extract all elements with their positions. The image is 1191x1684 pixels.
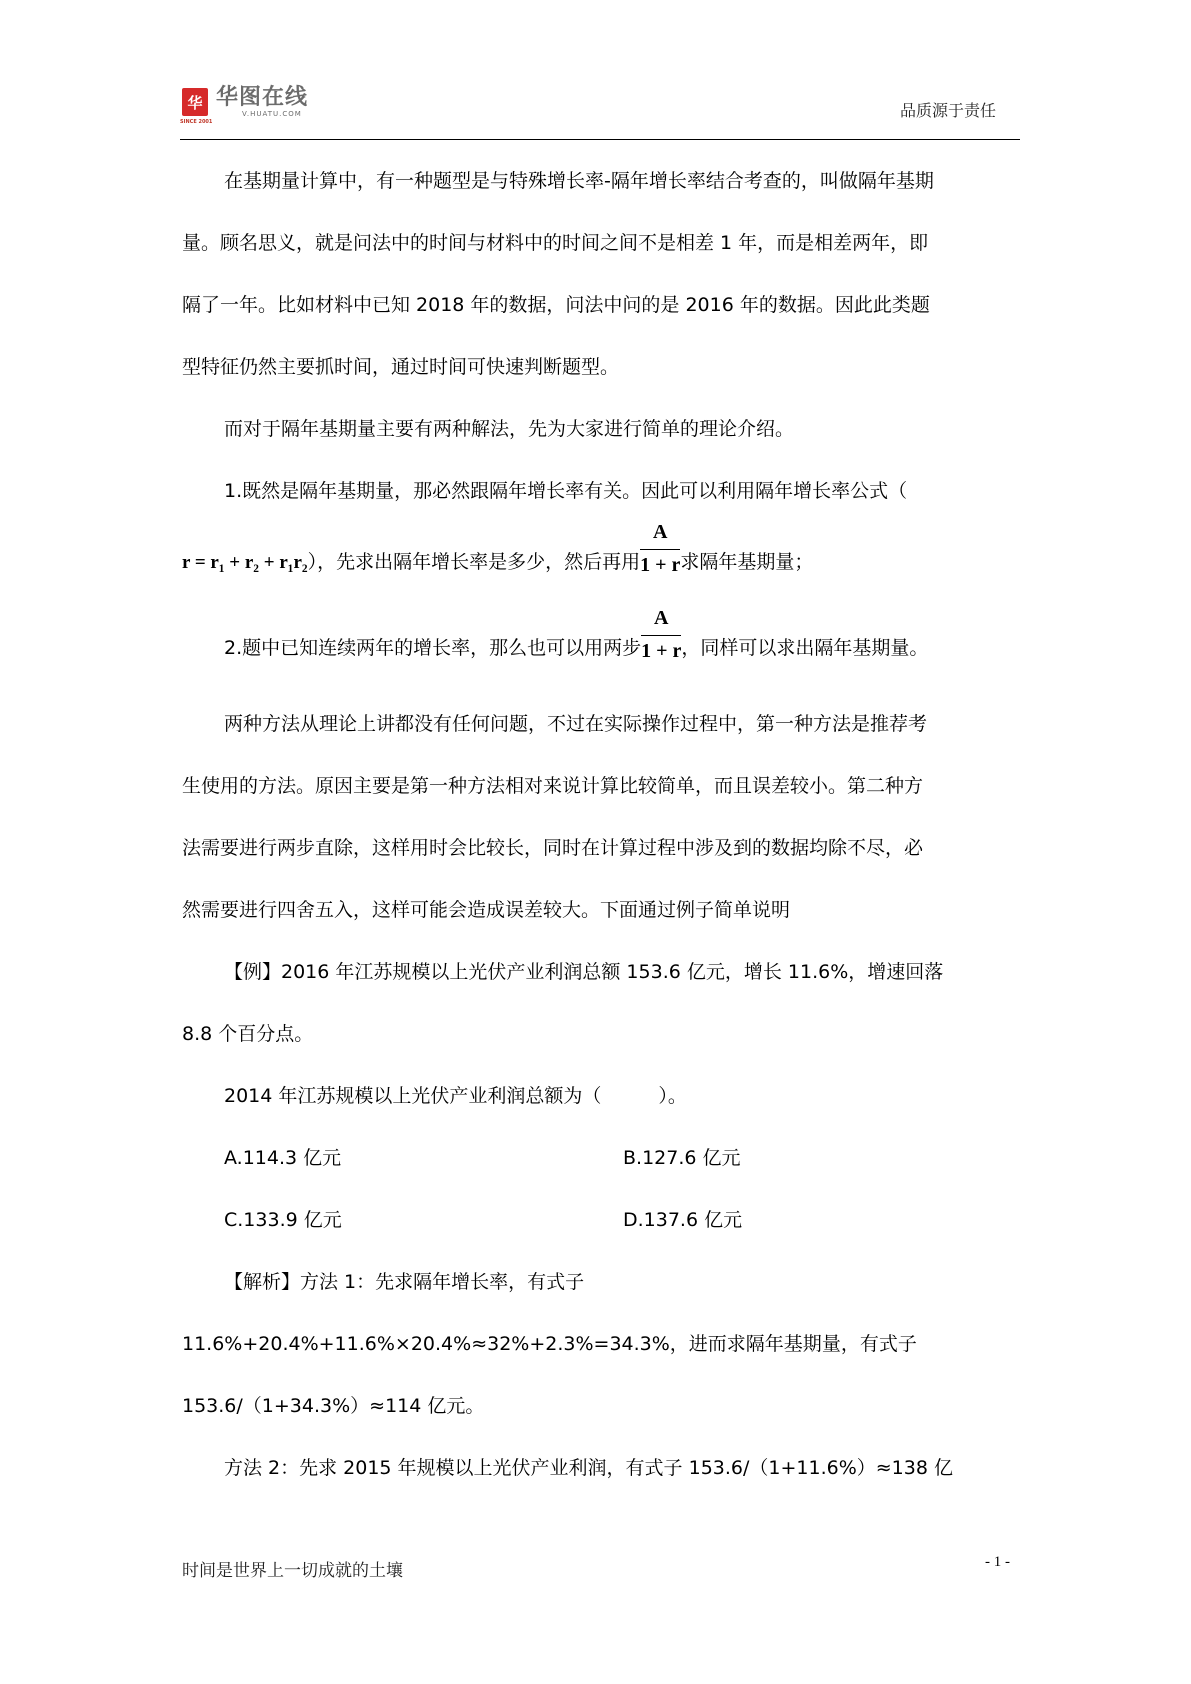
para1-line: 型特征仍然主要抓时间，通过时间可快速判断题型。 — [182, 356, 620, 378]
para1-line: 量。顾名思义，就是问法中的时间与材料中的时间之间不是相差 1 年，而是相差两年，即 — [182, 232, 929, 254]
logo-mark-glyph: 华 — [187, 93, 203, 112]
analysis-line: 方法 2：先求 2015 年规模以上光伏产业利润，有式子 153.6/（1+11.6%）≈138 亿 — [224, 1457, 953, 1479]
para1-line: 在基期量计算中，有一种题型是与特殊增长率-隔年增长率结合考查的，叫做隔年基期 — [224, 170, 934, 192]
method1-line1: 1.既然是隔年基期量，那必然跟隔年增长率有关。因此可以利用隔年增长率公式（ — [224, 480, 908, 502]
para3-line: 法需要进行两步直除，这样用时会比较长，同时在计算过程中涉及到的数据均除不尽，必 — [182, 837, 924, 859]
huatu-logo — [180, 85, 309, 125]
logo-name: 华图在线 — [216, 85, 309, 110]
method1-mid: ），先求出隔年增长率是多少，然后再用 — [307, 551, 641, 573]
question: 2014 年江苏规模以上光伏产业利润总额为（ ）。 — [224, 1085, 687, 1107]
method1-line2 — [182, 522, 1022, 603]
logo-url: V.HUATU.COM — [242, 110, 302, 118]
growth-formula: r = r₁ + r₂ + r₁r₂ — [182, 552, 308, 573]
para3-line: 两种方法从理论上讲都没有任何问题，不过在实际操作过程中，第一种方法是推荐考 — [224, 713, 928, 735]
example-line: 【例】2016 年江苏规模以上光伏产业利润总额 153.6 亿元，增长 11.6%，增速回落 — [224, 961, 944, 983]
option-c: C.133.9 亿元 — [224, 1209, 342, 1231]
fraction-denominator: 1 + r — [641, 640, 682, 662]
option-b: B.127.6 亿元 — [623, 1147, 741, 1169]
method1-end: 求隔年基期量； — [680, 551, 814, 573]
para3-line: 生使用的方法。原因主要是第一种方法相对来说计算比较简单，而且误差较小。第二种方 — [182, 775, 924, 797]
page-number: - 1 - — [985, 1554, 1010, 1570]
fraction-numerator: A — [641, 607, 681, 636]
para1-line: 隔了一年。比如材料中已知 2018 年的数据，问法中问的是 2016 年的数据。因此此类题 — [182, 294, 930, 316]
analysis-line: 11.6%+20.4%+11.6%×20.4%≈32%+2.3%=34.3%，进而求隔年基期量，有式子 — [182, 1333, 917, 1355]
footer-motto: 时间是世界上一切成就的土壤 — [182, 1561, 403, 1581]
fraction-denominator: 1 + r — [640, 554, 681, 576]
para2: 而对于隔年基期量主要有两种解法，先为大家进行简单的理论介绍。 — [224, 418, 795, 440]
example-line: 8.8 个百分点。 — [182, 1023, 314, 1045]
header-slogan: 品质源于责任 — [900, 101, 997, 120]
logo-since: SINCE 2001 — [180, 119, 213, 125]
option-d: D.137.6 亿元 — [623, 1209, 743, 1231]
analysis-line: 153.6/（1+34.3%）≈114 亿元。 — [182, 1395, 485, 1417]
fraction — [641, 607, 681, 662]
para3-line: 然需要进行四舍五入，这样可能会造成误差较大。下面通过例子简单说明 — [182, 899, 791, 921]
method2-end: ，同样可以求出隔年基期量。 — [681, 637, 929, 659]
method2-start: 2.题中已知连续两年的增长率，那么也可以用两步 — [224, 637, 642, 659]
analysis-line: 【解析】方法 1：先求隔年增长率，有式子 — [224, 1271, 585, 1293]
header-rule — [180, 139, 1020, 140]
document-body — [182, 150, 1022, 1499]
fraction — [640, 521, 680, 576]
fraction-numerator: A — [640, 521, 680, 550]
method2-line — [182, 603, 1022, 693]
logo-mark — [180, 88, 213, 125]
option-a: A.114.3 亿元 — [224, 1147, 342, 1169]
